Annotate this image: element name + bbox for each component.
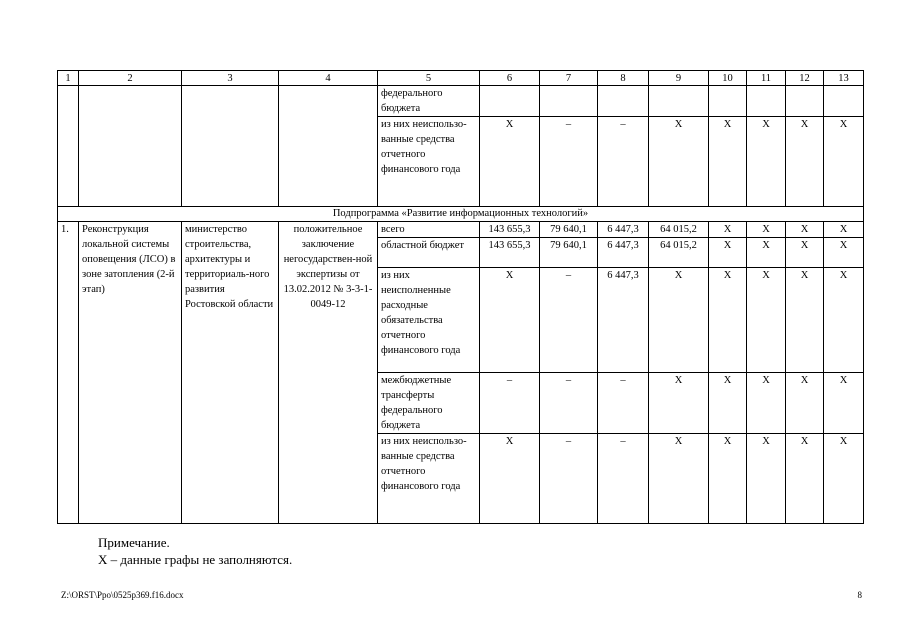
value-cell: X — [709, 373, 747, 434]
table-row — [58, 86, 864, 117]
value-cell: 143 655,3 — [480, 222, 540, 238]
column-header: 8 — [598, 71, 649, 86]
value-cell: X — [480, 117, 540, 207]
column-header: 6 — [480, 71, 540, 86]
column-header: 7 — [540, 71, 598, 86]
funding-source-label: из них неиспользо-ванные средства отчетного финансового года — [378, 117, 480, 207]
item-expertise: положительное заключение негосударствен-ной экспертизы от 13.02.2012 № 3-3-1-0049-12 — [279, 222, 378, 524]
value-cell — [649, 86, 709, 117]
value-cell: X — [824, 434, 864, 524]
table-row — [58, 222, 864, 238]
value-cell — [747, 86, 786, 117]
value-cell: X — [747, 222, 786, 238]
value-cell: X — [747, 434, 786, 524]
value-cell: 79 640,1 — [540, 238, 598, 268]
column-header: 3 — [182, 71, 279, 86]
empty-cell — [58, 86, 79, 207]
column-header: 9 — [649, 71, 709, 86]
column-header: 10 — [709, 71, 747, 86]
value-cell: 79 640,1 — [540, 222, 598, 238]
value-cell: X — [786, 117, 824, 207]
value-cell: 6 447,3 — [598, 222, 649, 238]
value-cell — [709, 86, 747, 117]
value-cell: X — [824, 373, 864, 434]
value-cell: X — [824, 117, 864, 207]
value-cell: X — [709, 434, 747, 524]
value-cell: X — [824, 268, 864, 373]
column-header: 4 — [279, 71, 378, 86]
value-cell: X — [786, 222, 824, 238]
value-cell: X — [824, 238, 864, 268]
value-cell: – — [540, 268, 598, 373]
value-cell: X — [747, 238, 786, 268]
value-cell: X — [786, 238, 824, 268]
value-cell: X — [786, 434, 824, 524]
section-title-row — [58, 207, 864, 222]
value-cell: – — [480, 373, 540, 434]
empty-cell — [79, 86, 182, 207]
item-name: Реконструкция локальной системы оповещения (ЛСО) в зоне затопления (2-й этап) — [79, 222, 182, 524]
value-cell: – — [540, 117, 598, 207]
value-cell: – — [598, 117, 649, 207]
column-header-row — [58, 71, 864, 86]
value-cell — [598, 86, 649, 117]
value-cell: – — [598, 434, 649, 524]
funding-source-label: из них неисполненные расходные обязательства отчетного финансового года — [378, 268, 480, 373]
funding-source-label: федерального бюджета — [378, 86, 480, 117]
value-cell — [786, 86, 824, 117]
value-cell: 6 447,3 — [598, 268, 649, 373]
value-cell: X — [649, 268, 709, 373]
note-text: X – данные графы не заполняются. — [98, 552, 293, 567]
value-cell: – — [540, 373, 598, 434]
value-cell: X — [786, 268, 824, 373]
value-cell: – — [598, 373, 649, 434]
value-cell — [824, 86, 864, 117]
value-cell: 143 655,3 — [480, 238, 540, 268]
value-cell: 64 015,2 — [649, 238, 709, 268]
page-number: 8 — [857, 590, 862, 600]
funding-source-label: областной бюджет — [378, 238, 480, 268]
note-title: Примечание. — [98, 535, 170, 550]
column-header: 2 — [79, 71, 182, 86]
value-cell: X — [480, 434, 540, 524]
value-cell: – — [540, 434, 598, 524]
data-table — [57, 70, 864, 524]
value-cell: X — [747, 268, 786, 373]
empty-cell — [182, 86, 279, 207]
file-path: Z:\ORST\Ppo\0525p369.f16.docx — [61, 590, 184, 600]
value-cell: X — [709, 238, 747, 268]
value-cell: 6 447,3 — [598, 238, 649, 268]
value-cell — [540, 86, 598, 117]
empty-cell — [279, 86, 378, 207]
value-cell: X — [709, 268, 747, 373]
value-cell: X — [747, 117, 786, 207]
value-cell: X — [649, 373, 709, 434]
item-number: 1. — [58, 222, 79, 524]
value-cell: X — [747, 373, 786, 434]
value-cell: X — [824, 222, 864, 238]
value-cell: X — [649, 434, 709, 524]
value-cell: X — [480, 268, 540, 373]
column-header: 13 — [824, 71, 864, 86]
value-cell: X — [709, 117, 747, 207]
column-header: 11 — [747, 71, 786, 86]
value-cell: X — [649, 117, 709, 207]
funding-source-label: всего — [378, 222, 480, 238]
column-header: 1 — [58, 71, 79, 86]
section-title: Подпрограмма «Развитие информационных технологий» — [58, 207, 864, 222]
column-header: 5 — [378, 71, 480, 86]
funding-source-label: межбюджетные трансферты федерального бюджета — [378, 373, 480, 434]
item-executor: министерство строительства, архитектуры и территориаль-ного развития Ростовской области — [182, 222, 279, 524]
value-cell: X — [786, 373, 824, 434]
value-cell: 64 015,2 — [649, 222, 709, 238]
value-cell — [480, 86, 540, 117]
funding-source-label: из них неиспользо-ванные средства отчетного финансового года — [378, 434, 480, 524]
value-cell: X — [709, 222, 747, 238]
column-header: 12 — [786, 71, 824, 86]
